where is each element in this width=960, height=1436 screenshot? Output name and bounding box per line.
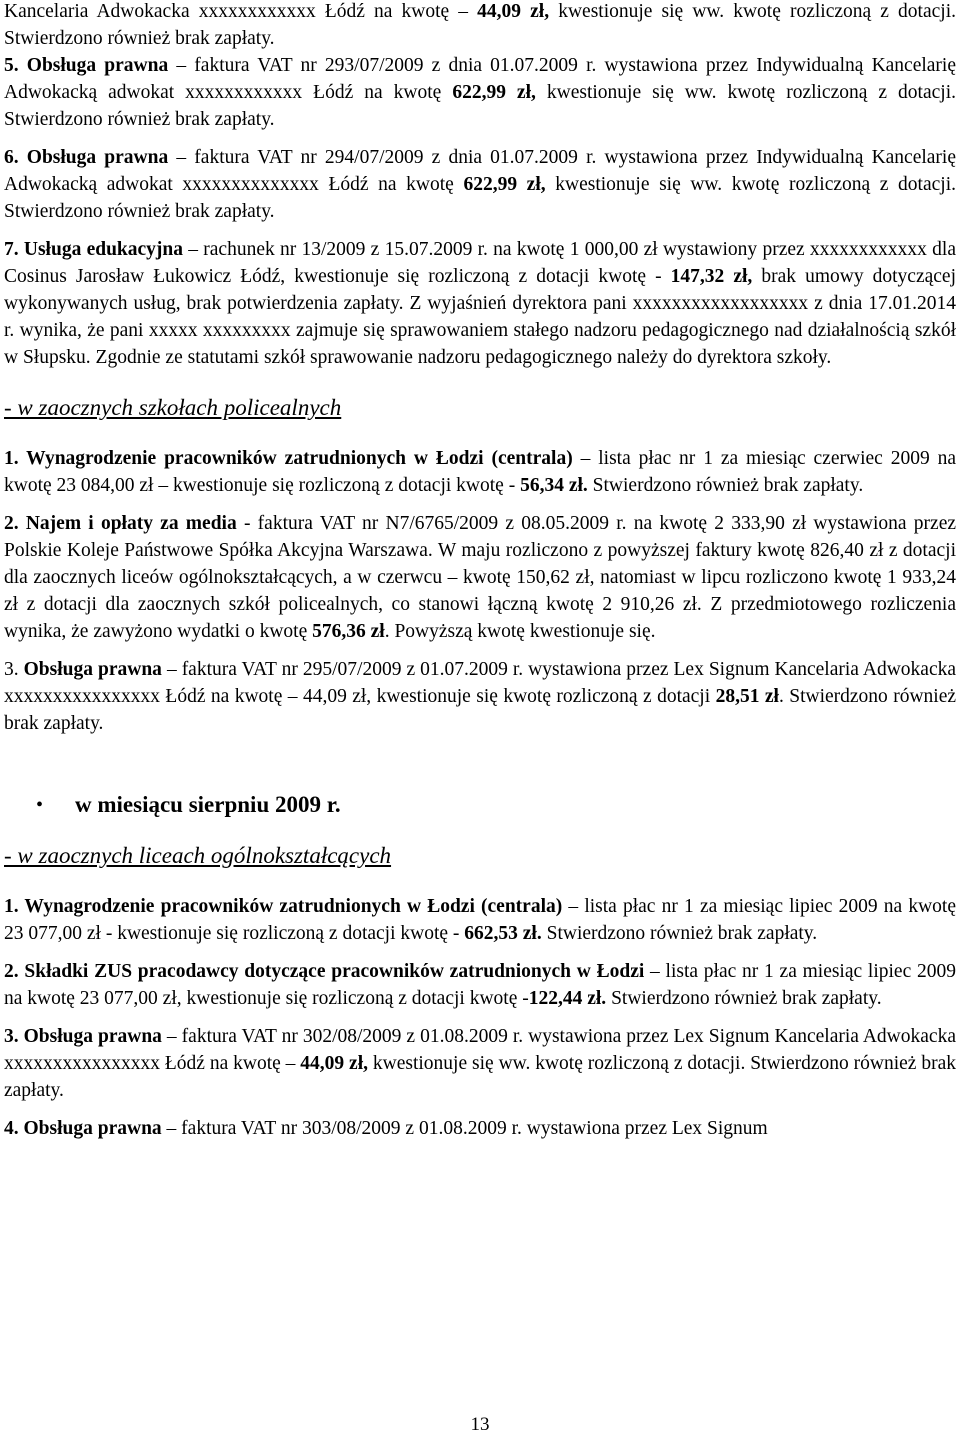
amount: 122,44 zł. bbox=[528, 988, 607, 1009]
spacer bbox=[0, 947, 960, 958]
text: – faktura VAT nr 294/07/2009 z dnia 01.07.2009 r. wystawiona przez Indywidualną Kancelarię Adwokacką adwokat xxxxxxxxxxxxxx Łódź na kwotę bbox=[4, 147, 957, 195]
spacer bbox=[0, 870, 960, 893]
item-title: 7. Usługa edukacyjna bbox=[4, 239, 184, 260]
item-title: 1. Wynagrodzenie pracowników zatrudnionych w Łodzi (centrala) bbox=[4, 896, 563, 917]
paragraph-b2 bbox=[4, 510, 956, 645]
paragraph-6 bbox=[4, 144, 956, 225]
bullet-text: w miesiącu sierpniu 2009 r. bbox=[75, 792, 341, 817]
text: Stwierdzono również brak zapłaty. bbox=[606, 988, 882, 1009]
page-number: 13 bbox=[470, 1414, 490, 1435]
text: brak umowy dotyczącej wykonywanych usług, brak potwierdzenia zapłaty. Z wyjaśnień dyrektora pani xxxxxxxxxxxxxxxxxx z dnia 17.01.2014 r. wynika, że pani xxxxx xxxxxxxxx zajmuje się sprawowaniem stałego nadzoru pedagogicznego nad działalnością szkół w Słupsku. Zgodnie ze statutami szkół sprawowanie nadzoru pedagogicznego należy do dyrektora szkoły. bbox=[4, 266, 956, 368]
text: – lista płac nr 1 za miesiąc lipiec 2009 na kwotę 23 077,00 zł - kwestionuje się rozliczoną z dotacji kwotę - bbox=[4, 896, 956, 944]
text: – lista płac nr 1 za miesiąc lipiec 2009 na kwotę 23 077,00 zł, kwestionuje się rozliczoną z dotacji kwotę - bbox=[4, 961, 956, 1009]
amount: 44,09 zł, bbox=[477, 1, 550, 22]
text: – faktura VAT nr 302/08/2009 z 01.08.2009 r. wystawiona przez Lex Signum Kancelaria Adwokacka xxxxxxxxxxxxxxxx Łódź na kwotę – bbox=[4, 1026, 956, 1074]
item-title: 5. Obsługa prawna bbox=[4, 55, 169, 76]
amount: 56,34 zł. bbox=[520, 475, 588, 496]
text: – faktura VAT nr 295/07/2009 z 01.07.2009 r. wystawiona przez Lex Signum Kancelaria Adwokacka xxxxxxxxxxxxxxxx Łódź na kwotę – 44,09 zł, kwestionuje się kwotę rozliczoną z dotacji bbox=[4, 659, 956, 707]
spacer bbox=[0, 422, 960, 445]
section-heading-licea: - w zaocznych liceach ogólnokształcących bbox=[4, 843, 392, 868]
text: kwestionuje się ww. kwotę rozliczoną z dotacji. Stwierdzono również brak zapłaty. bbox=[4, 82, 956, 130]
text: – lista płac nr 1 za miesiąc czerwiec 2009 na kwotę 23 084,00 zł – kwestionuje się rozliczoną z dotacji kwotę - bbox=[4, 448, 957, 496]
spacer bbox=[0, 1104, 960, 1115]
amount: 622,99 zł, bbox=[463, 174, 546, 195]
paragraph-4-continued bbox=[4, 0, 956, 52]
amount: 576,36 zł bbox=[312, 621, 385, 642]
paragraph-5 bbox=[4, 52, 956, 133]
text: - faktura VAT nr N7/6765/2009 z 08.05.2009 r. na kwotę 2 333,90 zł wystawiona przez Polskie Koleje Państwowe Spółka Akcyjna Warszawa. W maju rozliczono z powyższej faktury kwotę 826,40 zł z dotacji dla zaocznych liceów ogólnokształcących, a w czerwcu – kwotę 150,62 zł, natomiast w lipcu rozliczono kwotę 1 933,24 zł z dotacji dla zaocznych szkół policealnych, co stanowi łączną kwotę 2 910,26 zł. Z przedmiotowego rozliczenia wynika, że zawyżono wydatki o kwotę bbox=[4, 513, 957, 642]
text: . Powyższą kwotę kwestionuje się. bbox=[384, 621, 656, 642]
text: . Stwierdzono również brak zapłaty. bbox=[4, 686, 957, 734]
spacer bbox=[0, 737, 960, 791]
spacer bbox=[0, 225, 960, 236]
text: kwestionuje się ww. kwotę rozliczoną z dotacji. Stwierdzono również brak zapłaty. bbox=[4, 1053, 956, 1101]
item-title: 6. Obsługa prawna bbox=[4, 147, 169, 168]
paragraph-c1 bbox=[4, 893, 956, 947]
text: kwestionuje się ww. kwotę rozliczoną z dotacji. Stwierdzono również brak zapłaty. bbox=[4, 1, 956, 49]
amount: 622,99 zł, bbox=[452, 82, 536, 103]
paragraph-b3 bbox=[4, 656, 956, 737]
paragraph-c4 bbox=[4, 1115, 956, 1142]
spacer bbox=[0, 499, 960, 510]
text: Stwierdzono również brak zapłaty. bbox=[587, 475, 864, 496]
text: – rachunek nr 13/2009 z 15.07.2009 r. na kwotę 1 000,00 zł wystawiony przez xxxxxxxxxxxx dla Cosinus Jarosław Łukowicz Łódź, kwestionuje się rozliczoną z dotacji kwotę - bbox=[4, 239, 956, 287]
item-title: 3. Obsługa prawna bbox=[4, 1026, 162, 1047]
amount: 662,53 zł. bbox=[464, 923, 542, 944]
paragraph-b1 bbox=[4, 445, 956, 499]
paragraph-c3 bbox=[4, 1023, 956, 1104]
item-title: 2. Najem i opłaty za media bbox=[4, 513, 237, 534]
item-title: 1. Wynagrodzenie pracowników zatrudnionych w Łodzi (centrala) bbox=[4, 448, 573, 469]
amount: 28,51 zł bbox=[715, 686, 779, 707]
item-number: 3. bbox=[4, 659, 24, 680]
text: – faktura VAT nr 293/07/2009 z dnia 01.07.2009 r. wystawiona przez Indywidualną Kancelarię Adwokacką adwokat xxxxxxxxxxxx Łódź na kwotę bbox=[4, 55, 957, 103]
item-title: Obsługa prawna bbox=[23, 659, 162, 680]
spacer bbox=[0, 133, 960, 144]
text: Stwierdzono również brak zapłaty. bbox=[541, 923, 818, 944]
bullet-icon: • bbox=[36, 794, 44, 816]
text: kwestionuje się ww. kwotę rozliczoną z dotacji. Stwierdzono również brak zapłaty. bbox=[4, 174, 956, 222]
amount: 44,09 zł, bbox=[300, 1053, 369, 1074]
item-title: 4. Obsługa prawna bbox=[4, 1118, 162, 1139]
text: Kancelaria Adwokacka xxxxxxxxxxxx Łódź na kwotę – bbox=[4, 1, 478, 22]
spacer bbox=[0, 645, 960, 656]
paragraph-7 bbox=[4, 236, 956, 371]
spacer bbox=[0, 1012, 960, 1023]
section-heading-policealne: - w zaocznych szkołach policealnych bbox=[4, 395, 342, 420]
spacer bbox=[0, 819, 960, 842]
amount: 147,32 zł, bbox=[670, 266, 753, 287]
spacer bbox=[0, 371, 960, 394]
item-title: 2. Składki ZUS pracodawcy dotyczące pracowników zatrudnionych w Łodzi bbox=[4, 961, 645, 982]
month-bullet bbox=[0, 791, 960, 819]
paragraph-c2 bbox=[4, 958, 956, 1012]
text: – faktura VAT nr 303/08/2009 z 01.08.2009 r. wystawiona przez Lex Signum bbox=[161, 1118, 768, 1139]
